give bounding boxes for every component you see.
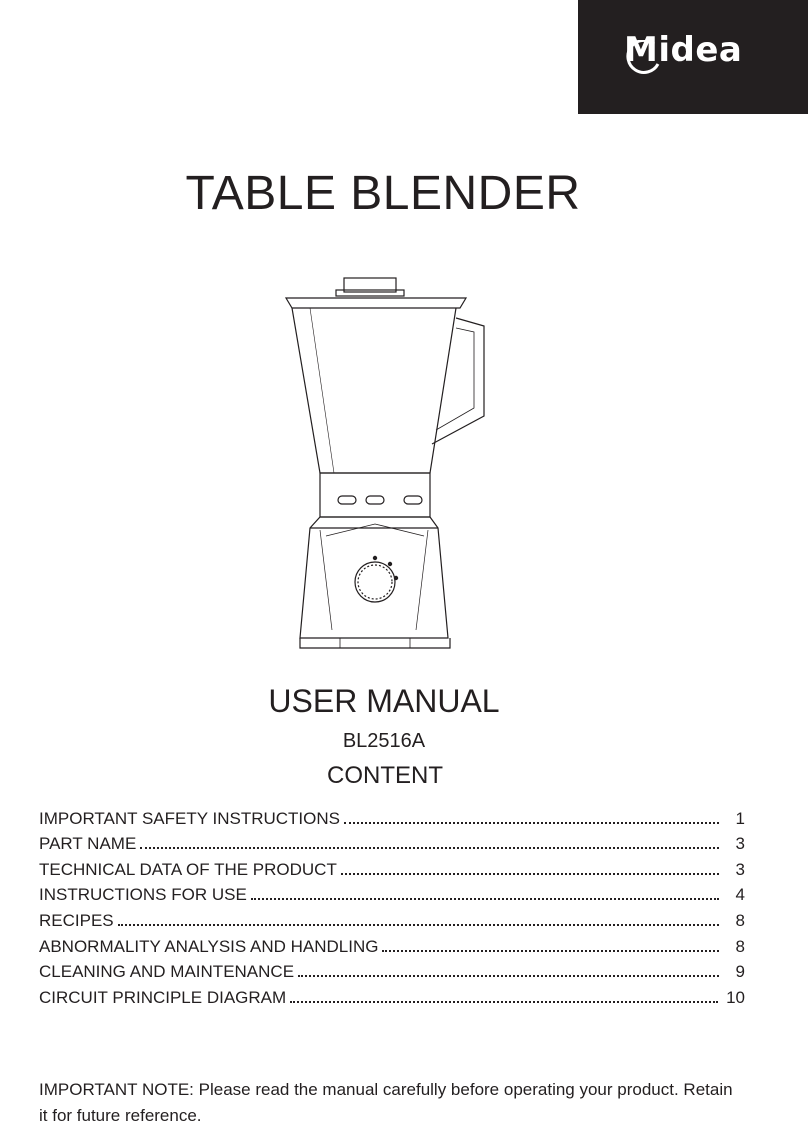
- toc-item[interactable]: [39, 957, 745, 983]
- toc-item-page: 8: [735, 910, 745, 930]
- toc-item[interactable]: [39, 905, 745, 931]
- toc-item[interactable]: [39, 931, 745, 957]
- brand-logo-text: Midea: [624, 30, 743, 70]
- model-number: BL2516A: [342, 730, 426, 752]
- toc-item-page: 8: [735, 936, 745, 956]
- toc-item-label: IMPORTANT SAFETY INSTRUCTIONS: [39, 808, 340, 828]
- toc-item-page: 10: [726, 987, 745, 1007]
- table-of-contents: [39, 803, 745, 1008]
- toc-leader-dots: [382, 950, 719, 952]
- toc-leader-dots: [298, 975, 719, 977]
- toc-leader-dots: [118, 924, 719, 926]
- important-note: IMPORTANT NOTE: Please read the manual carefully before operating your product. Retain it for future reference.: [39, 1080, 733, 1125]
- toc-item[interactable]: [39, 803, 745, 829]
- brand-logo-box: [578, 0, 808, 114]
- toc-item[interactable]: [39, 982, 745, 1008]
- toc-item-label: INSTRUCTIONS FOR USE: [39, 885, 247, 905]
- toc-item[interactable]: [39, 854, 745, 880]
- toc-leader-dots: [344, 822, 719, 824]
- toc-item-label: CIRCUIT PRINCIPLE DIAGRAM: [39, 987, 287, 1007]
- document-title: TABLE BLENDER: [185, 167, 581, 220]
- toc-leader-dots: [251, 898, 719, 900]
- user-manual-heading: USER MANUAL: [268, 683, 500, 719]
- toc-leader-dots: [290, 1001, 718, 1003]
- toc-item-page: 3: [735, 834, 745, 854]
- toc-item-page: 3: [735, 859, 745, 879]
- toc-item-page: 1: [735, 808, 745, 828]
- toc-item-label: RECIPES: [39, 910, 114, 930]
- toc-item[interactable]: [39, 880, 745, 906]
- toc-item-label: PART NAME: [39, 834, 137, 854]
- toc-item[interactable]: [39, 829, 745, 855]
- toc-item-page: 4: [735, 885, 745, 905]
- toc-item-label: TECHNICAL DATA OF THE PRODUCT: [39, 859, 337, 879]
- toc-leader-dots: [341, 873, 719, 875]
- content-heading: CONTENT: [327, 762, 443, 789]
- toc-leader-dots: [140, 847, 719, 849]
- toc-item-label: ABNORMALITY ANALYSIS AND HANDLING: [39, 936, 379, 956]
- blender-illustration: [280, 268, 500, 668]
- toc-item-label: CLEANING AND MAINTENANCE: [39, 962, 295, 982]
- toc-item-page: 9: [735, 962, 745, 982]
